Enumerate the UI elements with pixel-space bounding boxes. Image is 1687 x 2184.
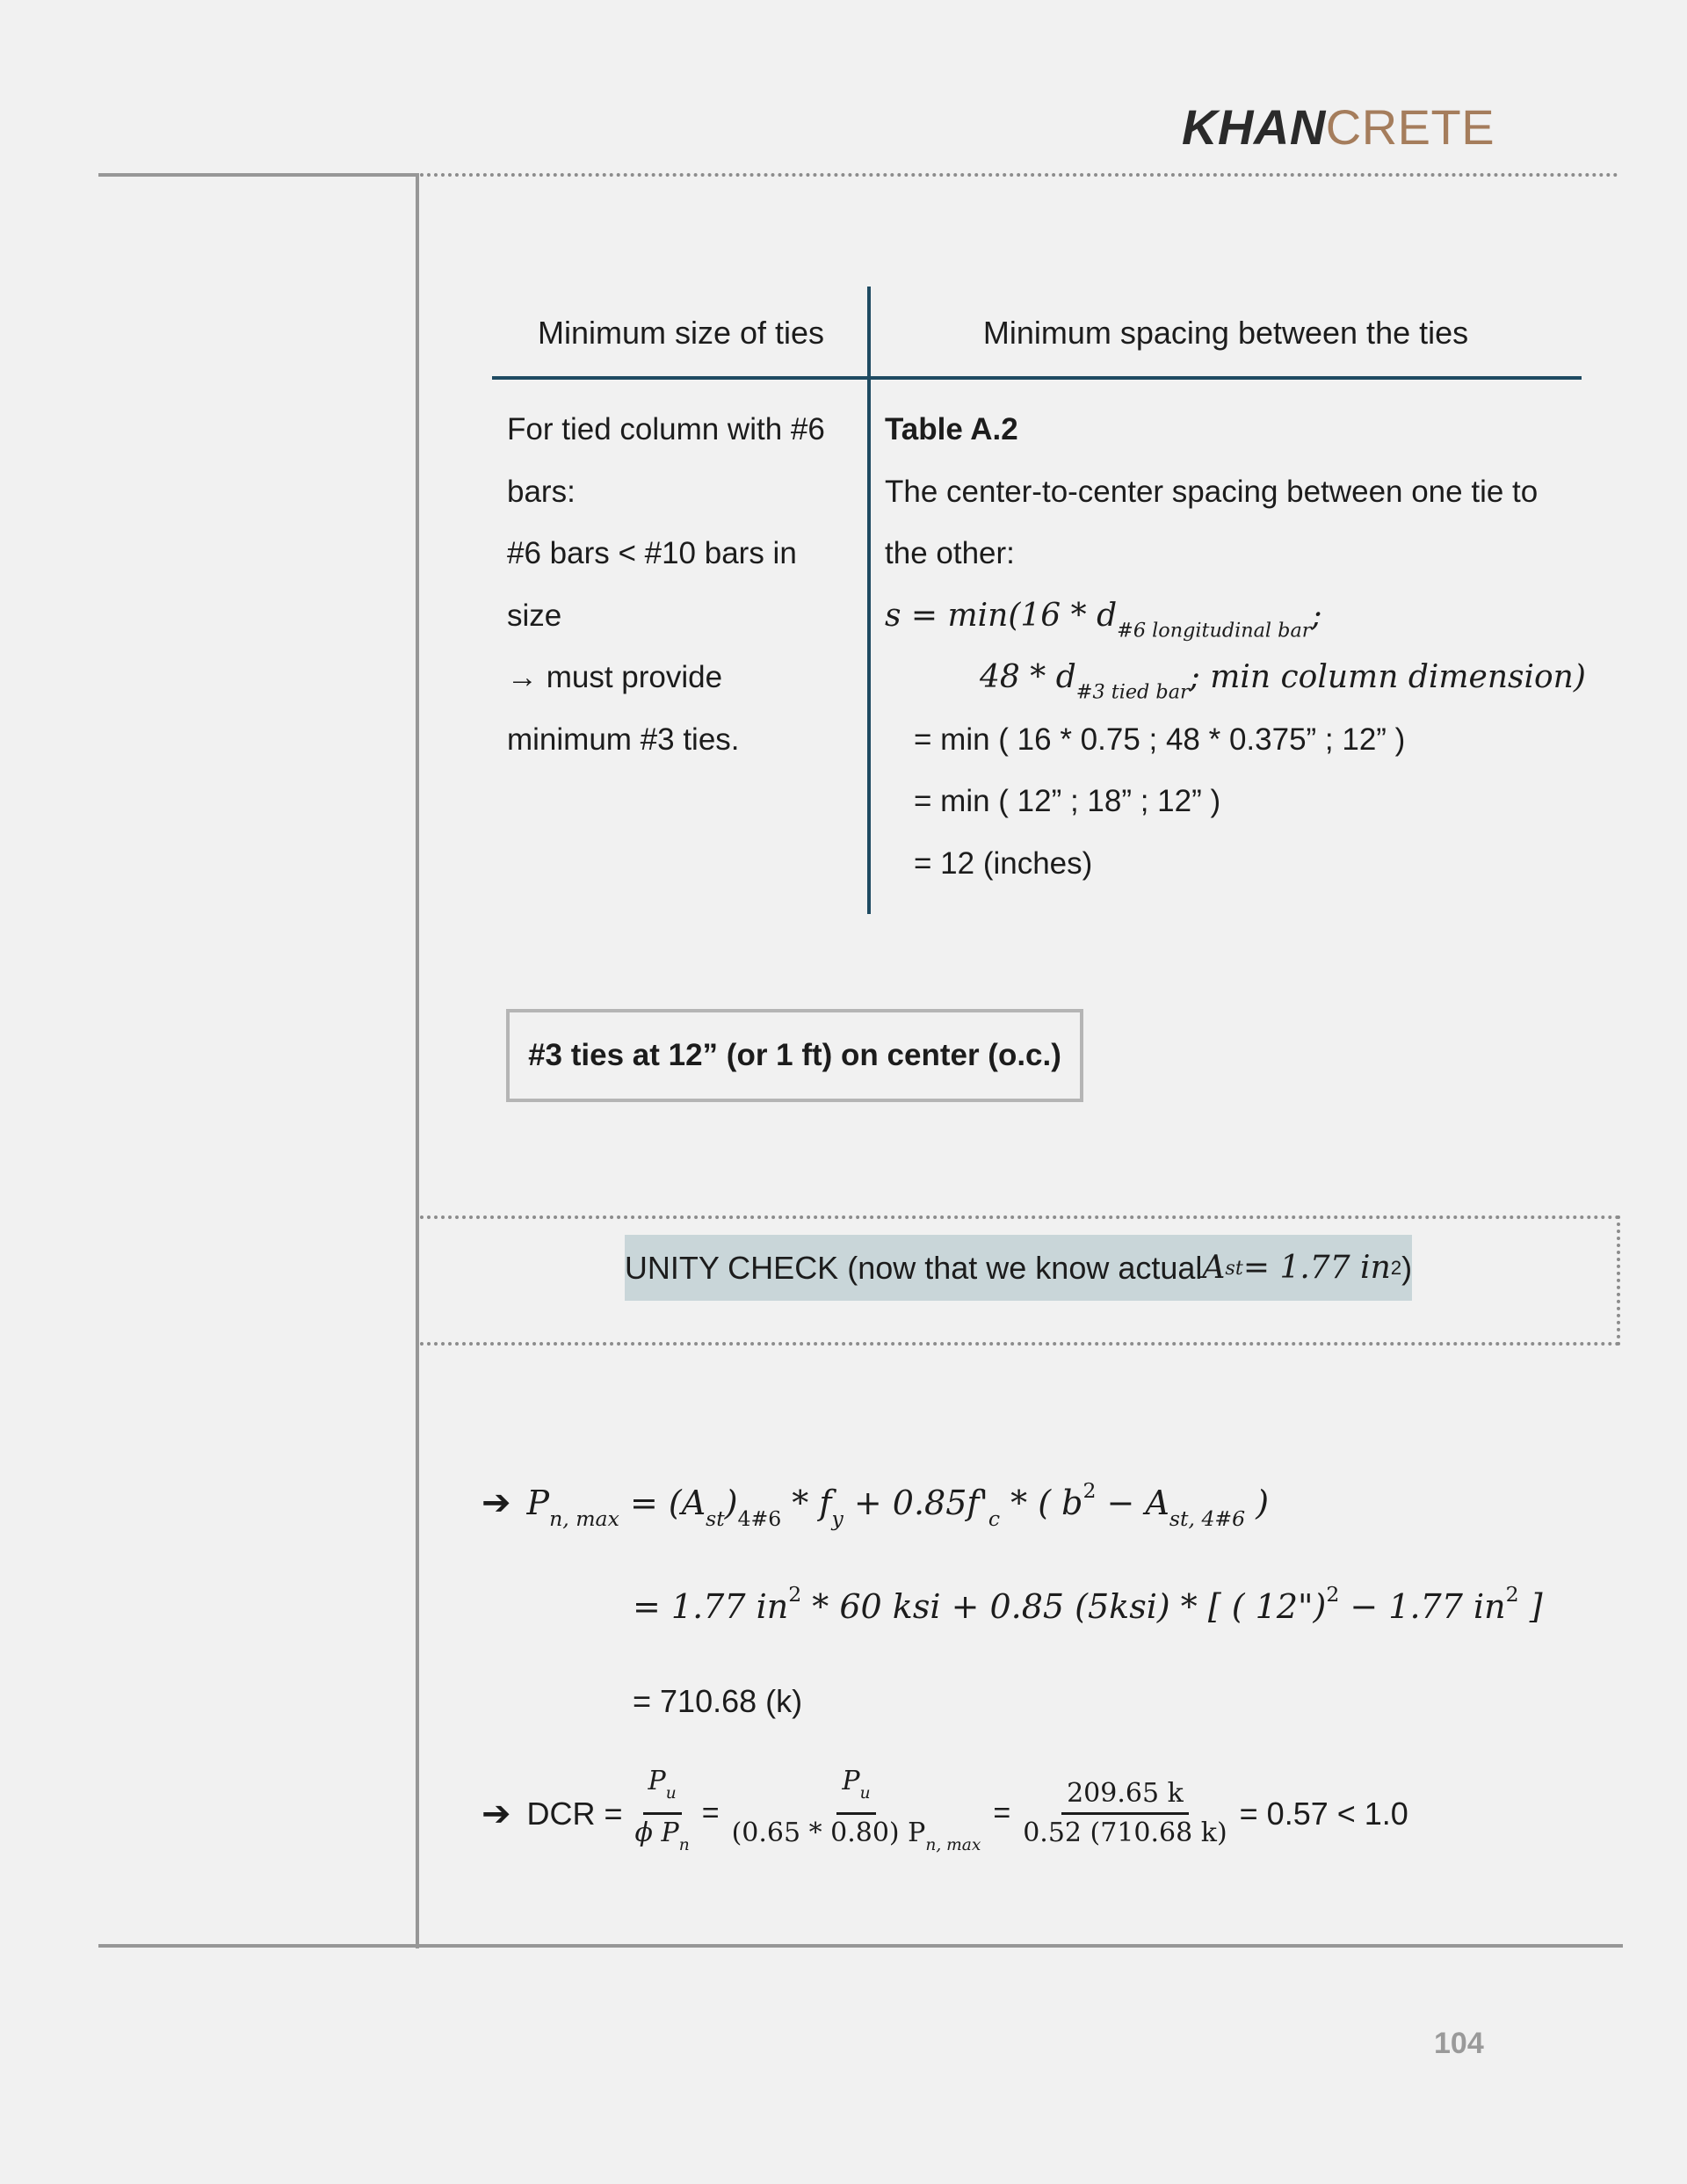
unity-check-banner bbox=[625, 1235, 1412, 1301]
table-cell-tie-spacing bbox=[885, 399, 1588, 895]
margin-vertical-rule bbox=[416, 173, 419, 1948]
unity-check-label: UNITY CHECK (now that we know actual bbox=[624, 1249, 1203, 1286]
dcr-label: DCR = bbox=[526, 1795, 623, 1832]
pn-max-substitution: = 1.77 $in^2 * 60$ ksi + 0.85 (5ksi) * [ ( 12")$^2$ − 1.77 $in^2$ ] bbox=[633, 1582, 1543, 1626]
spacing-step: = min ( 16 * 0.75 ; 48 * 0.375” ; 12” ) bbox=[914, 722, 1406, 757]
cell-line: minimum #3 ties. bbox=[507, 722, 740, 757]
top-dotted-rule bbox=[420, 173, 1618, 177]
pn-max-equation bbox=[481, 1478, 1269, 1531]
spacing-step: = 12 (inches) bbox=[914, 845, 1093, 881]
table-header-min-spacing: Minimum spacing between the ties bbox=[982, 315, 1469, 351]
cell-line: size bbox=[507, 598, 562, 633]
dcr-equation bbox=[481, 1763, 1408, 1864]
formula-s: s = min(16 * d bbox=[885, 597, 1118, 634]
dcr-eq-2: = bbox=[993, 1796, 1011, 1831]
top-rule bbox=[98, 173, 418, 177]
unity-close: ) bbox=[1401, 1249, 1413, 1286]
cell-line: the other: bbox=[885, 536, 1015, 570]
cell-line: bars: bbox=[507, 474, 576, 509]
table-cell-tie-size bbox=[507, 399, 863, 771]
dcr-fraction-1: $\frac{P_u}{\phi P_n}$ bbox=[630, 1763, 695, 1864]
tie-result-text: #3 ties at 12” (or 1 ft) on center (o.c.) bbox=[528, 1038, 1061, 1072]
unity-A: A bbox=[1202, 1250, 1226, 1286]
table-column-divider bbox=[867, 287, 871, 914]
formula-s-sub: #6 longitudinal bar bbox=[1117, 618, 1312, 642]
bottom-rule bbox=[98, 1944, 1623, 1948]
arrow-icon: ➔ bbox=[481, 1793, 511, 1834]
brand-logo bbox=[1182, 98, 1495, 156]
unity-value: = 1.77 in bbox=[1242, 1250, 1391, 1286]
table-header-divider bbox=[492, 376, 1582, 380]
unity-A-sub: st bbox=[1225, 1256, 1243, 1280]
brand-logo-light: CRETE bbox=[1325, 99, 1495, 155]
table-header-min-size: Minimum size of ties bbox=[537, 315, 825, 351]
unity-value-sup: 2 bbox=[1390, 1256, 1402, 1279]
formula-tail: ; min column dimension) bbox=[1189, 659, 1586, 695]
page-number: 104 bbox=[1434, 2027, 1484, 2060]
brand-logo-bold: KHAN bbox=[1182, 99, 1326, 155]
formula-sep: ; bbox=[1311, 597, 1322, 634]
arrow-icon: ➔ bbox=[481, 1482, 511, 1523]
tie-result-box bbox=[506, 1009, 1083, 1102]
cell-line: The center-to-center spacing between one tie to bbox=[885, 474, 1539, 509]
formula-48: 48 * d bbox=[980, 659, 1076, 695]
cell-line: #6 bars < #10 bars in bbox=[507, 536, 797, 570]
dcr-eq-1: = bbox=[701, 1796, 720, 1831]
spacing-formula-line1 bbox=[885, 585, 1588, 648]
dcr-fraction-3: $\frac{209.65 k}{0.52 (710.68 k)}$ bbox=[1017, 1775, 1232, 1852]
spacing-formula-line2 bbox=[885, 647, 1588, 709]
table-reference: Table A.2 bbox=[885, 412, 1018, 446]
cell-line: → must provide bbox=[507, 660, 723, 694]
formula-48-sub: #3 tied bar bbox=[1075, 680, 1190, 704]
dcr-fraction-2: $\frac{P_u}{(0.65 * 0.80) P_{n, max}}$ bbox=[727, 1763, 987, 1864]
spacing-step: = min ( 12” ; 18” ; 12” ) bbox=[914, 784, 1221, 818]
pn-max-result: = 710.68 (k) bbox=[633, 1683, 803, 1719]
dcr-result: = 0.57 < 1.0 bbox=[1239, 1795, 1408, 1832]
pn-symbol: $P_{n, max} = (A_{st})_{4\#6} * f_y + 0.85f'_c$ * ( $b^2 - A_{st, 4\#6}$ ) bbox=[526, 1478, 1270, 1531]
cell-line: For tied column with #6 bbox=[507, 412, 825, 446]
